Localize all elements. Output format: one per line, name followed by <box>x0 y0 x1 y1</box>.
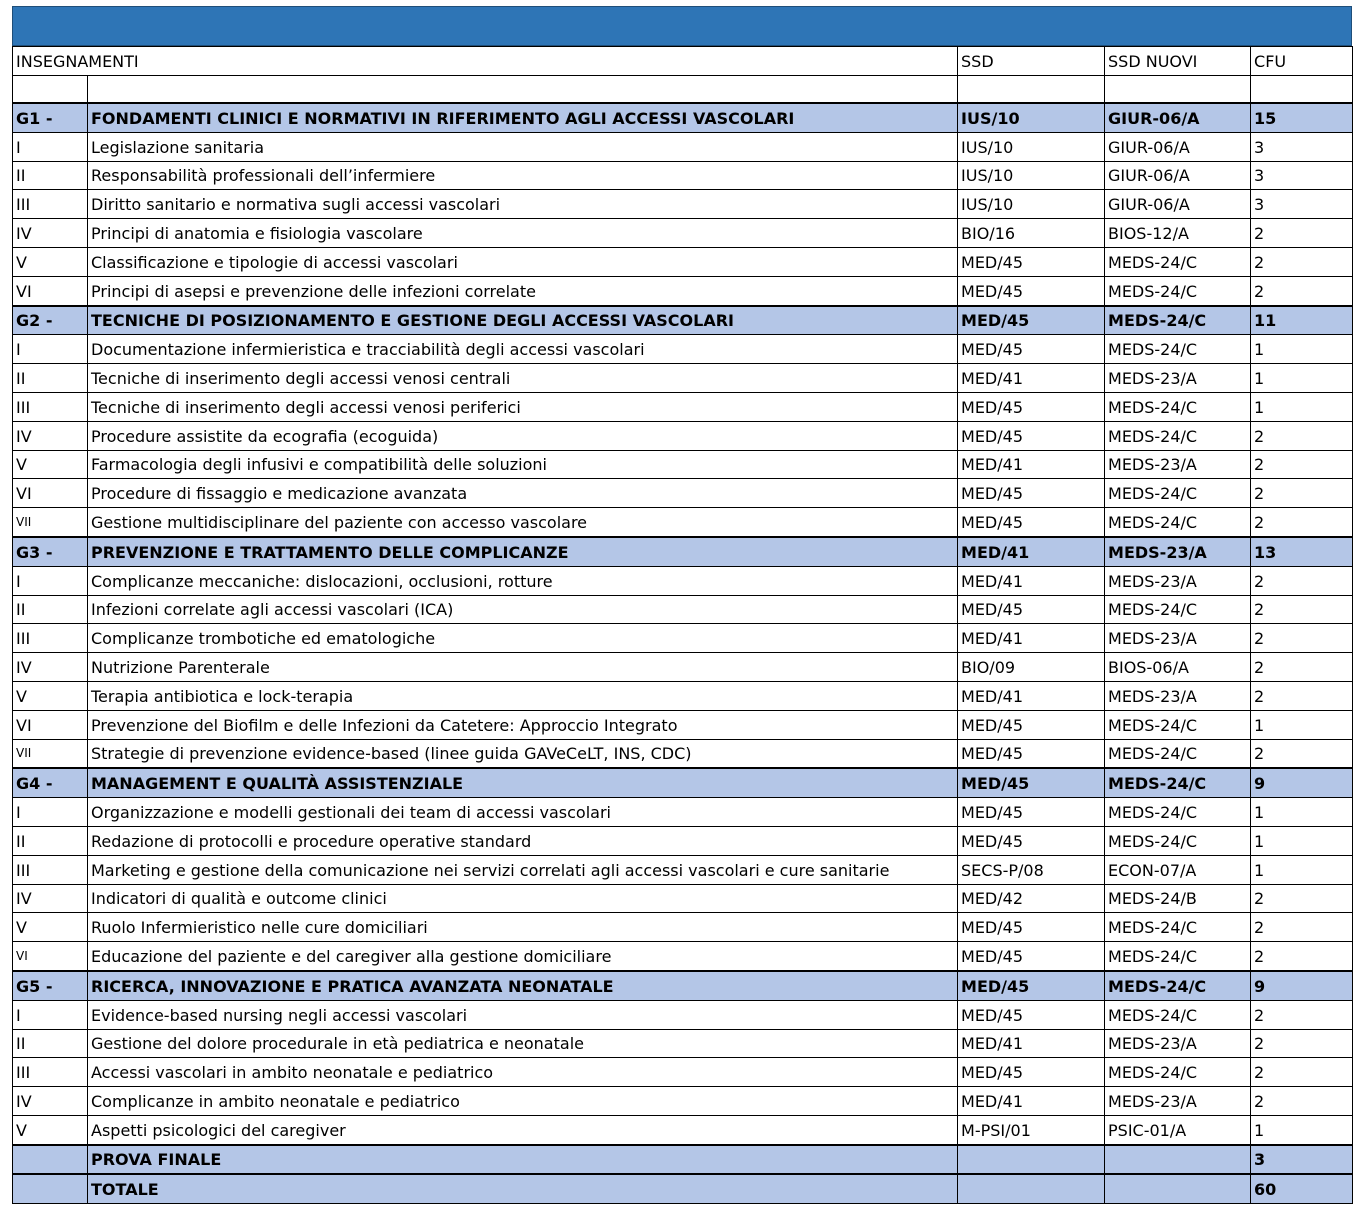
course-name: Aspetti psicologici del caregiver <box>88 1115 958 1144</box>
group-title: TECNICHE DI POSIZIONAMENTO E GESTIONE DEGLI ACCESSI VASCOLARI <box>88 306 958 335</box>
group-title: MANAGEMENT E QUALITÀ ASSISTENZIALE <box>88 768 958 797</box>
course-cfu: 2 <box>1251 479 1353 508</box>
course-ssd: IUS/10 <box>958 161 1105 190</box>
footer-blank <box>1105 1174 1251 1203</box>
course-cfu: 2 <box>1251 247 1353 276</box>
course-ssd: MED/41 <box>958 624 1105 653</box>
group-ssd-new: MEDS-23/A <box>1105 537 1251 566</box>
course-ssd-new: GIUR-06/A <box>1105 132 1251 161</box>
course-name: Evidence-based nursing negli accessi vascolari <box>88 1000 958 1029</box>
group-row <box>13 306 1353 335</box>
course-cfu: 3 <box>1251 161 1353 190</box>
footer-row <box>13 1174 1353 1203</box>
group-row <box>13 768 1353 797</box>
curriculum-table <box>12 46 1353 1204</box>
course-number: IV <box>13 1087 88 1116</box>
course-cfu: 3 <box>1251 190 1353 219</box>
course-row <box>13 1058 1353 1087</box>
course-number: I <box>13 566 88 595</box>
course-ssd-new: MEDS-24/C <box>1105 479 1251 508</box>
course-ssd-new: MEDS-24/C <box>1105 826 1251 855</box>
course-number: V <box>13 681 88 710</box>
course-row <box>13 276 1353 305</box>
group-ssd-new: MEDS-24/C <box>1105 306 1251 335</box>
blank-cell <box>88 76 958 104</box>
course-number: III <box>13 190 88 219</box>
course-name: Complicanze in ambito neonatale e pediatrico <box>88 1087 958 1116</box>
course-name: Organizzazione e modelli gestionali dei team di accessi vascolari <box>88 798 958 827</box>
course-ssd-new: MEDS-24/C <box>1105 276 1251 305</box>
course-number: IV <box>13 219 88 248</box>
course-ssd: MED/45 <box>958 913 1105 942</box>
footer-cfu: 3 <box>1251 1145 1353 1175</box>
course-ssd: MED/45 <box>958 247 1105 276</box>
course-ssd: BIO/09 <box>958 653 1105 682</box>
course-number: VII <box>13 739 88 768</box>
course-row <box>13 710 1353 739</box>
course-ssd-new: MEDS-24/C <box>1105 942 1251 971</box>
course-ssd-new: MEDS-24/C <box>1105 392 1251 421</box>
course-cfu: 2 <box>1251 1087 1353 1116</box>
course-ssd: MED/45 <box>958 479 1105 508</box>
course-cfu: 2 <box>1251 653 1353 682</box>
course-ssd-new: MEDS-23/A <box>1105 1087 1251 1116</box>
course-ssd: SECS-P/08 <box>958 855 1105 884</box>
course-ssd-new: MEDS-23/A <box>1105 566 1251 595</box>
course-cfu: 2 <box>1251 1058 1353 1087</box>
footer-blank <box>958 1145 1105 1175</box>
group-title: RICERCA, INNOVAZIONE E PRATICA AVANZATA NEONATALE <box>88 971 958 1000</box>
group-ssd: MED/45 <box>958 306 1105 335</box>
course-number: VI <box>13 276 88 305</box>
header-ssd: SSD <box>958 47 1105 76</box>
blank-cell <box>1251 76 1353 104</box>
group-cfu: 11 <box>1251 306 1353 335</box>
course-row <box>13 1029 1353 1058</box>
blank-cell <box>958 76 1105 104</box>
course-number: II <box>13 595 88 624</box>
course-row <box>13 681 1353 710</box>
course-cfu: 3 <box>1251 132 1353 161</box>
course-cfu: 1 <box>1251 392 1353 421</box>
footer-title: PROVA FINALE <box>88 1145 958 1175</box>
course-ssd-new: GIUR-06/A <box>1105 161 1251 190</box>
course-name: Nutrizione Parenterale <box>88 653 958 682</box>
curriculum-sheet <box>12 6 1352 1204</box>
blank-cell <box>1105 76 1251 104</box>
course-name: Ruolo Infermieristico nelle cure domiciliari <box>88 913 958 942</box>
course-name: Documentazione infermieristica e tracciabilità degli accessi vascolari <box>88 335 958 364</box>
course-number: II <box>13 826 88 855</box>
course-cfu: 2 <box>1251 884 1353 913</box>
course-ssd-new: MEDS-23/A <box>1105 450 1251 479</box>
course-name: Legislazione sanitaria <box>88 132 958 161</box>
course-cfu: 2 <box>1251 450 1353 479</box>
course-row <box>13 826 1353 855</box>
course-cfu: 2 <box>1251 595 1353 624</box>
group-row <box>13 971 1353 1000</box>
course-ssd-new: PSIC-01/A <box>1105 1115 1251 1144</box>
course-row <box>13 566 1353 595</box>
course-ssd-new: MEDS-24/C <box>1105 247 1251 276</box>
blank-row <box>13 76 1353 104</box>
course-name: Educazione del paziente e del caregiver alla gestione domiciliare <box>88 942 958 971</box>
course-cfu: 1 <box>1251 335 1353 364</box>
course-ssd-new: MEDS-24/C <box>1105 739 1251 768</box>
course-ssd-new: MEDS-24/B <box>1105 884 1251 913</box>
course-name: Gestione multidisciplinare del paziente con accesso vascolare <box>88 508 958 537</box>
course-number: III <box>13 855 88 884</box>
course-number: II <box>13 1029 88 1058</box>
course-row <box>13 219 1353 248</box>
course-cfu: 2 <box>1251 1000 1353 1029</box>
group-ssd-new: MEDS-24/C <box>1105 971 1251 1000</box>
course-name: Accessi vascolari in ambito neonatale e pediatrico <box>88 1058 958 1087</box>
course-cfu: 1 <box>1251 798 1353 827</box>
course-number: IV <box>13 884 88 913</box>
course-row <box>13 739 1353 768</box>
course-number: III <box>13 1058 88 1087</box>
group-ssd: MED/45 <box>958 971 1105 1000</box>
course-row <box>13 1087 1353 1116</box>
group-row <box>13 537 1353 566</box>
course-name: Marketing e gestione della comunicazione nei servizi correlati agli accessi vascolari e cure sanitarie <box>88 855 958 884</box>
course-row <box>13 595 1353 624</box>
course-row <box>13 247 1353 276</box>
curriculum-table-body <box>13 47 1353 1204</box>
course-name: Tecniche di inserimento degli accessi venosi centrali <box>88 364 958 393</box>
course-ssd: MED/41 <box>958 1087 1105 1116</box>
course-row <box>13 479 1353 508</box>
course-cfu: 2 <box>1251 681 1353 710</box>
course-name: Farmacologia degli infusivi e compatibilità delle soluzioni <box>88 450 958 479</box>
group-title: PREVENZIONE E TRATTAMENTO DELLE COMPLICANZE <box>88 537 958 566</box>
group-code: G2 - <box>13 306 88 335</box>
course-number: III <box>13 624 88 653</box>
course-cfu: 2 <box>1251 1029 1353 1058</box>
course-row <box>13 508 1353 537</box>
course-ssd: MED/41 <box>958 450 1105 479</box>
group-ssd: MED/45 <box>958 768 1105 797</box>
course-ssd: MED/45 <box>958 710 1105 739</box>
course-cfu: 1 <box>1251 1115 1353 1144</box>
course-name: Principi di asepsi e prevenzione delle infezioni correlate <box>88 276 958 305</box>
footer-blank <box>13 1174 88 1203</box>
course-ssd-new: MEDS-24/C <box>1105 1058 1251 1087</box>
course-cfu: 2 <box>1251 219 1353 248</box>
course-number: IV <box>13 653 88 682</box>
course-cfu: 1 <box>1251 826 1353 855</box>
course-name: Prevenzione del Biofilm e delle Infezioni da Catetere: Approccio Integrato <box>88 710 958 739</box>
course-ssd: MED/45 <box>958 942 1105 971</box>
course-cfu: 2 <box>1251 276 1353 305</box>
footer-row <box>13 1145 1353 1175</box>
course-number: V <box>13 913 88 942</box>
course-name: Responsabilità professionali dell’infermiere <box>88 161 958 190</box>
group-ssd-new: GIUR-06/A <box>1105 103 1251 132</box>
course-row <box>13 132 1353 161</box>
course-row <box>13 1115 1353 1144</box>
course-ssd-new: MEDS-23/A <box>1105 681 1251 710</box>
course-ssd-new: MEDS-24/C <box>1105 798 1251 827</box>
course-ssd-new: MEDS-24/C <box>1105 710 1251 739</box>
footer-blank <box>958 1174 1105 1203</box>
course-row <box>13 450 1353 479</box>
course-ssd: M-PSI/01 <box>958 1115 1105 1144</box>
course-row <box>13 798 1353 827</box>
course-ssd: MED/45 <box>958 1058 1105 1087</box>
course-row <box>13 884 1353 913</box>
title-banner <box>12 6 1352 46</box>
header-cfu: CFU <box>1251 47 1353 76</box>
course-cfu: 2 <box>1251 421 1353 450</box>
course-ssd: MED/41 <box>958 1029 1105 1058</box>
course-ssd-new: MEDS-24/C <box>1105 1000 1251 1029</box>
course-row <box>13 421 1353 450</box>
course-name: Complicanze trombotiche ed ematologiche <box>88 624 958 653</box>
course-name: Infezioni correlate agli accessi vascolari (ICA) <box>88 595 958 624</box>
group-ssd-new: MEDS-24/C <box>1105 768 1251 797</box>
course-number: I <box>13 335 88 364</box>
course-ssd: MED/45 <box>958 798 1105 827</box>
group-code: G3 - <box>13 537 88 566</box>
course-name: Strategie di prevenzione evidence-based (linee guida GAVeCeLT, INS, CDC) <box>88 739 958 768</box>
group-cfu: 13 <box>1251 537 1353 566</box>
course-number: V <box>13 450 88 479</box>
course-number: VI <box>13 942 88 971</box>
course-cfu: 1 <box>1251 855 1353 884</box>
course-ssd-new: MEDS-24/C <box>1105 913 1251 942</box>
course-ssd-new: MEDS-23/A <box>1105 624 1251 653</box>
header-row <box>13 47 1353 76</box>
course-ssd-new: MEDS-24/C <box>1105 335 1251 364</box>
course-ssd-new: BIOS-06/A <box>1105 653 1251 682</box>
course-row <box>13 913 1353 942</box>
course-ssd-new: MEDS-23/A <box>1105 364 1251 393</box>
course-name: Diritto sanitario e normativa sugli accessi vascolari <box>88 190 958 219</box>
course-row <box>13 190 1353 219</box>
course-name: Classificazione e tipologie di accessi vascolari <box>88 247 958 276</box>
course-number: V <box>13 247 88 276</box>
course-ssd-new: ECON-07/A <box>1105 855 1251 884</box>
course-ssd: MED/45 <box>958 421 1105 450</box>
course-ssd-new: BIOS-12/A <box>1105 219 1251 248</box>
course-ssd: MED/45 <box>958 826 1105 855</box>
course-name: Tecniche di inserimento degli accessi venosi periferici <box>88 392 958 421</box>
course-number: VI <box>13 479 88 508</box>
course-ssd-new: MEDS-23/A <box>1105 1029 1251 1058</box>
course-cfu: 1 <box>1251 364 1353 393</box>
course-number: II <box>13 364 88 393</box>
course-cfu: 2 <box>1251 942 1353 971</box>
course-name: Complicanze meccaniche: dislocazioni, occlusioni, rotture <box>88 566 958 595</box>
course-row <box>13 1000 1353 1029</box>
course-row <box>13 624 1353 653</box>
course-cfu: 2 <box>1251 739 1353 768</box>
course-number: VI <box>13 710 88 739</box>
course-row <box>13 161 1353 190</box>
footer-blank <box>13 1145 88 1175</box>
course-row <box>13 942 1353 971</box>
course-row <box>13 392 1353 421</box>
course-ssd-new: GIUR-06/A <box>1105 190 1251 219</box>
course-ssd: MED/45 <box>958 335 1105 364</box>
course-name: Terapia antibiotica e lock-terapia <box>88 681 958 710</box>
course-number: III <box>13 392 88 421</box>
group-title: FONDAMENTI CLINICI E NORMATIVI IN RIFERIMENTO AGLI ACCESSI VASCOLARI <box>88 103 958 132</box>
course-ssd: IUS/10 <box>958 190 1105 219</box>
course-name: Procedure di fissaggio e medicazione avanzata <box>88 479 958 508</box>
course-name: Indicatori di qualità e outcome clinici <box>88 884 958 913</box>
course-number: I <box>13 1000 88 1029</box>
group-cfu: 9 <box>1251 971 1353 1000</box>
group-ssd: MED/41 <box>958 537 1105 566</box>
group-cfu: 9 <box>1251 768 1353 797</box>
course-ssd-new: MEDS-24/C <box>1105 421 1251 450</box>
course-cfu: 2 <box>1251 566 1353 595</box>
course-ssd: MED/45 <box>958 508 1105 537</box>
course-ssd: MED/45 <box>958 595 1105 624</box>
course-number: I <box>13 798 88 827</box>
course-ssd: MED/45 <box>958 392 1105 421</box>
course-ssd-new: MEDS-24/C <box>1105 595 1251 624</box>
course-ssd: MED/45 <box>958 276 1105 305</box>
course-number: VII <box>13 508 88 537</box>
group-cfu: 15 <box>1251 103 1353 132</box>
group-code: G1 - <box>13 103 88 132</box>
course-ssd: MED/42 <box>958 884 1105 913</box>
course-cfu: 2 <box>1251 508 1353 537</box>
course-ssd: IUS/10 <box>958 132 1105 161</box>
header-insegnamenti: INSEGNAMENTI <box>13 47 958 76</box>
course-ssd: MED/45 <box>958 739 1105 768</box>
course-row <box>13 855 1353 884</box>
course-name: Redazione di protocolli e procedure operative standard <box>88 826 958 855</box>
course-row <box>13 653 1353 682</box>
course-cfu: 2 <box>1251 624 1353 653</box>
header-ssd-nuovi: SSD NUOVI <box>1105 47 1251 76</box>
course-name: Principi di anatomia e fisiologia vascolare <box>88 219 958 248</box>
footer-title: TOTALE <box>88 1174 958 1203</box>
course-number: IV <box>13 421 88 450</box>
course-number: II <box>13 161 88 190</box>
course-name: Procedure assistite da ecografia (ecoguida) <box>88 421 958 450</box>
group-code: G4 - <box>13 768 88 797</box>
course-ssd: MED/41 <box>958 566 1105 595</box>
course-number: I <box>13 132 88 161</box>
course-ssd: MED/41 <box>958 364 1105 393</box>
course-cfu: 1 <box>1251 710 1353 739</box>
course-ssd: BIO/16 <box>958 219 1105 248</box>
footer-cfu: 60 <box>1251 1174 1353 1203</box>
course-ssd: MED/41 <box>958 681 1105 710</box>
course-number: V <box>13 1115 88 1144</box>
course-row <box>13 335 1353 364</box>
course-ssd-new: MEDS-24/C <box>1105 508 1251 537</box>
blank-cell <box>13 76 88 104</box>
course-row <box>13 364 1353 393</box>
group-row <box>13 103 1353 132</box>
group-ssd: IUS/10 <box>958 103 1105 132</box>
course-ssd: MED/45 <box>958 1000 1105 1029</box>
footer-blank <box>1105 1145 1251 1175</box>
course-cfu: 2 <box>1251 913 1353 942</box>
course-name: Gestione del dolore procedurale in età pediatrica e neonatale <box>88 1029 958 1058</box>
group-code: G5 - <box>13 971 88 1000</box>
